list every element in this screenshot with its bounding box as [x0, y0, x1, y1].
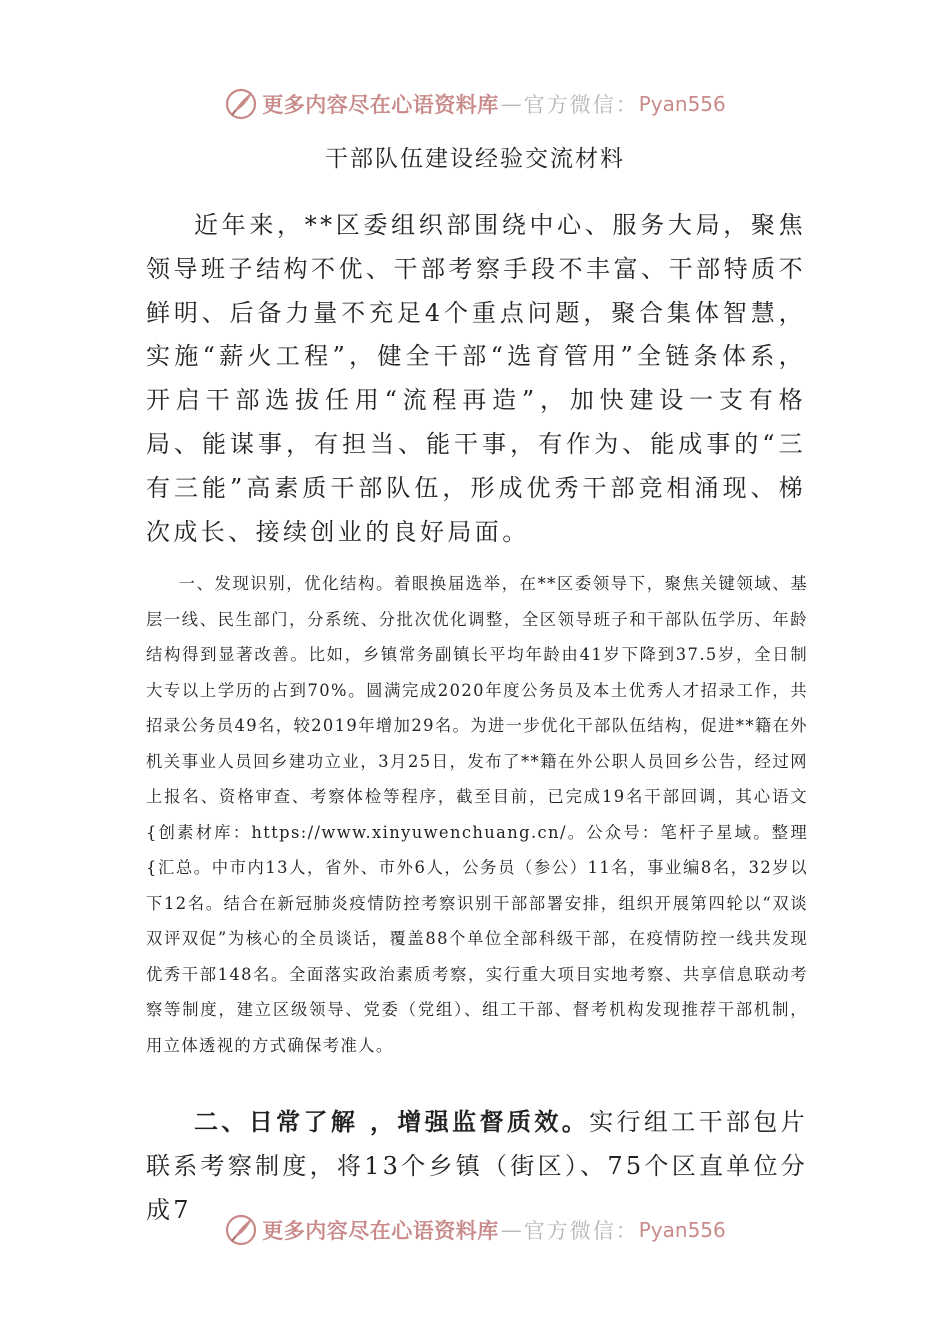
watermark-separator: —	[500, 1218, 522, 1242]
document-title: 干部队伍建设经验交流材料	[325, 146, 625, 172]
section-2-heading: 二、日常了解 ，增强监督质效。	[194, 1108, 590, 1136]
section-2-body: 实行组工干部包片联系考察制度，将13个乡镇（街区）、75个区直单位分成7	[146, 1108, 808, 1224]
footer-watermark-banner	[0, 1208, 950, 1252]
watermark-separator: —	[500, 92, 522, 116]
watermark-wechat-label: 官方微信：	[523, 1219, 639, 1243]
header-watermark-banner	[0, 82, 950, 126]
watermark-wechat-id: Pyan556	[638, 92, 726, 116]
lead-paragraph: 近年来，**区委组织部围绕中心、服务大局，聚焦领导班子结构不优、干部考察手段不丰富、干部特质不鲜明、后备力量不充足4个重点问题，聚合集体智慧，实施“薪火工程”，健全干部“选育管用”全链条体系，开启干部选拔任用“流程再造”，加快建设一支有格局、能谋事，有担当、能干事，有作为、能成事的“三有三能”高素质干部队伍，形成优秀干部竞相涌现、梯次成长、接续创业的良好局面。	[146, 211, 806, 546]
watermark-wechat-id: Pyan556	[638, 1218, 726, 1242]
watermark-wechat-label: 官方微信：	[523, 93, 639, 117]
quill-logo-icon	[224, 1213, 258, 1247]
watermark-text: 更多内容尽在心语资料库	[262, 1218, 499, 1243]
section-1-paragraph: 一、发现识别，优化结构。着眼换届选举，在**区委领导下，聚焦关键领域、基层一线、民生部门，分系统、分批次优化调整，全区领导班子和干部队伍学历、年龄结构得到显著改善。比如，乡镇常务副镇长平均年龄由41岁下降到37.5岁，全日制大专以上学历的占到70%。圆满完成2020年度公务员及本土优秀人才招录工作，共招录公务员49名，较2019年增加29名。为进一步优化干部队伍结构，促进**籍在外机关事业人员回乡建功立业，3月25日，发布了**籍在外公职人员回乡公告，经过网上报名、资格审查、考察体检等程序，截至目前，已完成19名干部回调，其心语文{创素材库：https://www.xinyuwenchuang.cn/。公众号：笔杆子星域。整理{汇总。中市内13人，省外、市外6人，公务员（参公）11名，事业编8名，32岁以下12名。结合在新冠肺炎疫情防控考察识别干部部署安排，组织开展第四轮以“双谈双评双促”为核心的全员谈话，覆盖88个单位全部科级干部，在疫情防控一线共发现优秀干部148名。全面落实政治素质考察，实行重大项目实地考察、共享信息联动考察等制度，建立区级领导、党委（党组）、组工干部、督考机构发现推荐干部机制，用立体透视的方式确保考准人。	[146, 574, 808, 1055]
quill-logo-icon	[224, 87, 258, 121]
watermark-text: 更多内容尽在心语资料库	[262, 92, 499, 117]
